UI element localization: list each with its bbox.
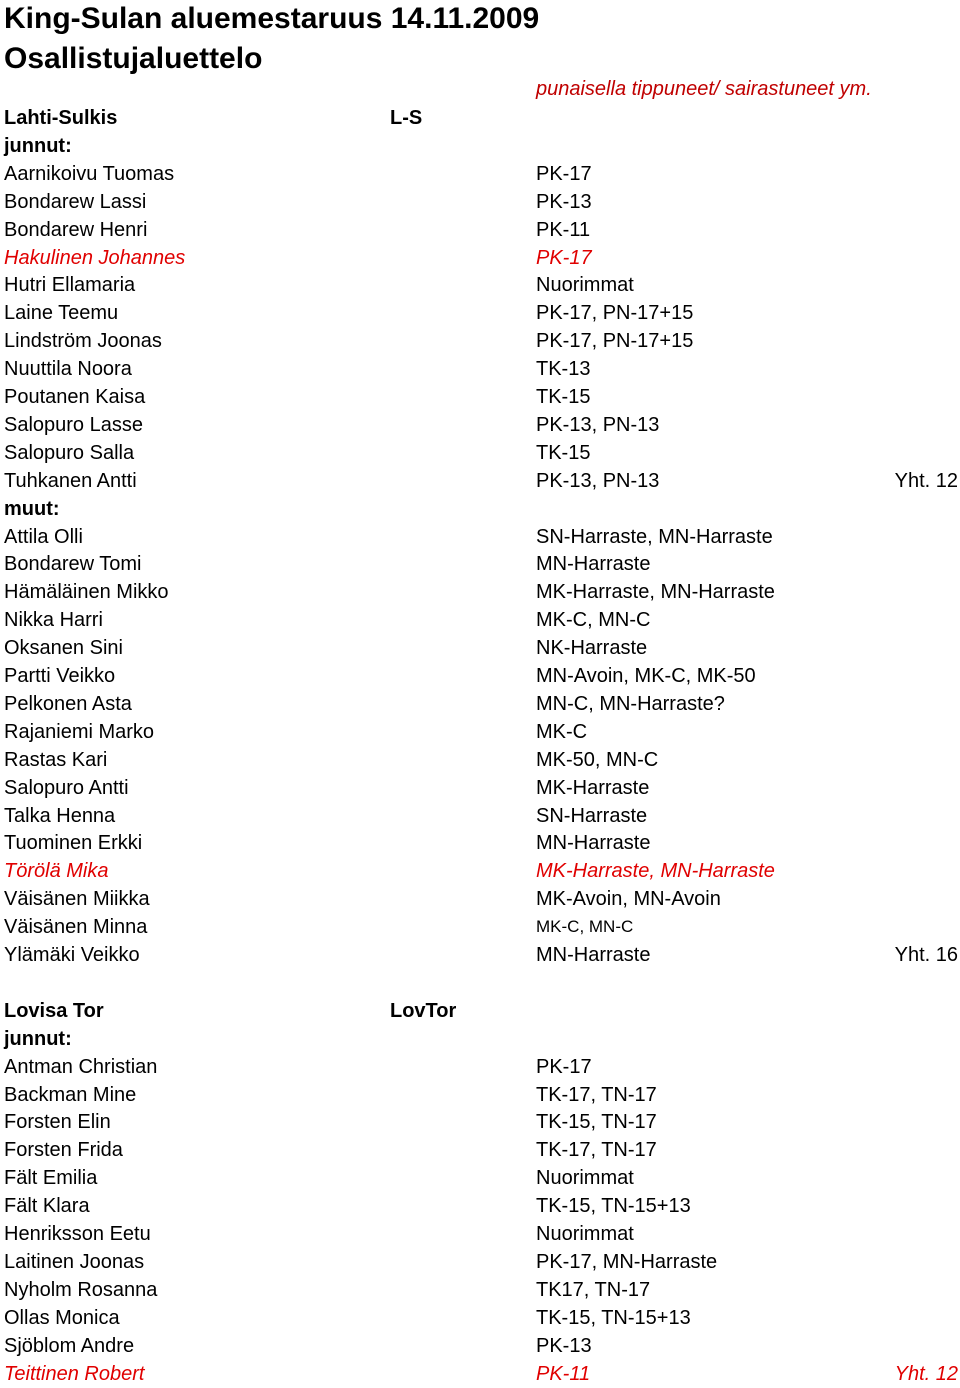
participant-name: Salopuro Salla <box>4 441 135 464</box>
participant-row <box>0 467 960 495</box>
participant-row <box>0 857 960 885</box>
participant-name: Tuominen Erkki <box>4 832 143 855</box>
participant-events: MK-C, MN-C <box>536 609 651 632</box>
participant-row <box>0 606 960 634</box>
document-subtitle: Osallistujaluettelo <box>4 42 263 75</box>
participant-name: Forsten Elin <box>4 1111 111 1134</box>
participant-events: MN-Harraste <box>536 832 651 855</box>
participant-events: TK-15, TN-15+13 <box>536 1195 691 1218</box>
participant-row <box>0 1304 960 1332</box>
participant-name: Attila Olli <box>4 525 83 548</box>
participant-name: Antman Christian <box>4 1055 158 1078</box>
section-header <box>0 132 960 160</box>
participant-name: Backman Mine <box>4 1083 137 1106</box>
participant-name: Partti Veikko <box>4 665 116 687</box>
participant-row <box>0 913 960 941</box>
club-name: Lahti-Sulkis <box>4 107 118 129</box>
participant-events: MK-C, MN-C <box>536 917 634 937</box>
participant-row <box>0 271 960 299</box>
participant-row <box>0 1053 960 1081</box>
club-name: Lovisa Tor <box>4 999 104 1022</box>
participant-events: TK-15 <box>536 441 591 464</box>
participant-row <box>0 299 960 327</box>
participant-events: TK-15 <box>536 386 591 408</box>
participant-name: Ylämäki Veikko <box>4 944 140 966</box>
participant-events: PK-11 <box>536 218 591 241</box>
participant-events: TK-15, TN-15+13 <box>536 1306 691 1329</box>
participant-name: Salopuro Antti <box>4 776 129 799</box>
participant-events: PK-17 <box>536 246 592 269</box>
participant-row <box>0 941 960 969</box>
participant-total: Yht. 16 <box>894 944 958 966</box>
participant-events: TK-15, TN-17 <box>536 1111 657 1134</box>
participant-name: Rastas Kari <box>4 748 108 771</box>
participant-events: MN-Harraste <box>536 553 651 576</box>
participant-row <box>0 1081 960 1109</box>
participant-events: Nuorimmat <box>536 274 634 297</box>
participant-name: Sjöblom Andre <box>4 1334 135 1357</box>
participant-events: PK-13, PN-13 <box>536 469 660 492</box>
participant-name: Tuhkanen Antti <box>4 469 137 492</box>
section-header <box>0 1025 960 1053</box>
participant-name: Laine Teemu <box>4 302 119 325</box>
participant-row <box>0 1360 960 1388</box>
participant-events: TK-17, TN-17 <box>536 1083 657 1106</box>
participant-name: Pelkonen Asta <box>4 692 132 715</box>
participant-row <box>0 1220 960 1248</box>
participant-events: PK-13 <box>536 190 592 213</box>
participant-row <box>0 550 960 578</box>
section-label: muut: <box>4 497 60 520</box>
participant-name: Teittinen Robert <box>4 1362 145 1385</box>
section-label: junnut: <box>4 1027 72 1050</box>
participant-events: PK-13 <box>536 1334 592 1357</box>
participant-row <box>0 1248 960 1276</box>
participant-total: Yht. 12 <box>894 469 958 492</box>
participant-name: Hutri Ellamaria <box>4 274 136 297</box>
participant-events: Nuorimmat <box>536 1223 634 1245</box>
participant-events: MN-Harraste <box>536 944 651 966</box>
participant-row <box>0 718 960 746</box>
participant-name: Fält Emilia <box>4 1167 98 1190</box>
participant-name: Väisänen Minna <box>4 916 148 939</box>
participant-name: Laitinen Joonas <box>4 1250 145 1273</box>
participant-name: Törölä Mika <box>4 860 109 883</box>
participant-name: Rajaniemi Marko <box>4 720 155 743</box>
participant-row <box>0 1164 960 1192</box>
participant-row <box>0 774 960 802</box>
club-code: L-S <box>390 107 423 129</box>
participant-row <box>0 523 960 551</box>
participant-row <box>0 1192 960 1220</box>
participant-name: Hämäläinen Mikko <box>4 581 169 604</box>
participant-row <box>0 634 960 662</box>
participant-events: PK-17 <box>536 162 592 185</box>
participant-events: PK-17, PN-17+15 <box>536 330 694 353</box>
participant-row <box>0 383 960 411</box>
participant-events: PK-13, PN-13 <box>536 413 660 436</box>
participant-row <box>0 411 960 439</box>
participant-events: TK-17, TN-17 <box>536 1139 657 1162</box>
participant-events: Nuorimmat <box>536 1167 634 1190</box>
participant-name: Aarnikoivu Tuomas <box>4 162 175 185</box>
participant-events: SN-Harraste, MN-Harraste <box>536 525 773 548</box>
participant-name: Oksanen Sini <box>4 637 123 660</box>
participant-events: MN-Avoin, MK-C, MK-50 <box>536 665 756 687</box>
participant-row <box>0 216 960 244</box>
participant-name: Salopuro Lasse <box>4 413 143 436</box>
section-header <box>0 495 960 523</box>
participant-name: Poutanen Kaisa <box>4 386 146 408</box>
participant-events: MN-C, MN-Harraste? <box>536 692 725 715</box>
participant-row <box>0 746 960 774</box>
participant-events: PK-17 <box>536 1055 592 1078</box>
participant-name: Nyholm Rosanna <box>4 1278 158 1301</box>
participant-events: PK-17, MN-Harraste <box>536 1250 718 1273</box>
club-header <box>0 997 960 1025</box>
participant-row <box>0 355 960 383</box>
participant-row <box>0 327 960 355</box>
participant-events: MK-C <box>536 720 588 743</box>
participant-events: MK-Harraste <box>536 776 650 799</box>
participant-row <box>0 1108 960 1136</box>
participant-name: Fält Klara <box>4 1195 90 1218</box>
participant-name: Forsten Frida <box>4 1139 123 1162</box>
participant-name: Henriksson Eetu <box>4 1223 151 1245</box>
participant-row <box>0 829 960 857</box>
participant-row <box>0 690 960 718</box>
participant-events: MK-Harraste, MN-Harraste <box>536 581 775 604</box>
participant-name: Väisänen Miikka <box>4 888 150 911</box>
participant-name: Hakulinen Johannes <box>4 246 186 269</box>
participant-row <box>0 1276 960 1304</box>
participant-total: Yht. 12 <box>894 1362 958 1385</box>
participant-row <box>0 578 960 606</box>
document-title: King-Sulan aluemestaruus 14.11.2009 <box>4 2 540 35</box>
participant-events: TK17, TN-17 <box>536 1278 651 1301</box>
participant-events: MK-50, MN-C <box>536 748 659 771</box>
participant-name: Nikka Harri <box>4 609 103 632</box>
participant-name: Nuuttila Noora <box>4 358 132 381</box>
participant-row <box>0 160 960 188</box>
participant-row <box>0 1136 960 1164</box>
participant-row <box>0 662 960 690</box>
participant-events: PK-11 <box>536 1362 591 1385</box>
participant-row <box>0 802 960 830</box>
participant-events: PK-17, PN-17+15 <box>536 302 694 325</box>
participant-events: MK-Avoin, MN-Avoin <box>536 888 721 911</box>
participant-name: Bondarew Lassi <box>4 190 147 213</box>
club-header <box>0 104 960 132</box>
participant-name: Lindström Joonas <box>4 330 162 353</box>
participant-row <box>0 885 960 913</box>
participant-name: Talka Henna <box>4 804 116 827</box>
participant-events: TK-13 <box>536 358 591 381</box>
participant-events: NK-Harraste <box>536 637 648 660</box>
participant-name: Bondarew Henri <box>4 218 148 241</box>
club-code: LovTor <box>390 999 457 1022</box>
participant-row <box>0 439 960 467</box>
participant-row <box>0 188 960 216</box>
participant-events: MK-Harraste, MN-Harraste <box>536 860 775 883</box>
participant-events: SN-Harraste <box>536 804 648 827</box>
section-label: junnut: <box>4 134 72 157</box>
participant-row <box>0 244 960 272</box>
participant-name: Ollas Monica <box>4 1306 120 1329</box>
legend-note: punaisella tippuneet/ sairastuneet ym. <box>536 78 872 100</box>
participant-name: Bondarew Tomi <box>4 553 142 576</box>
participant-row <box>0 1332 960 1360</box>
